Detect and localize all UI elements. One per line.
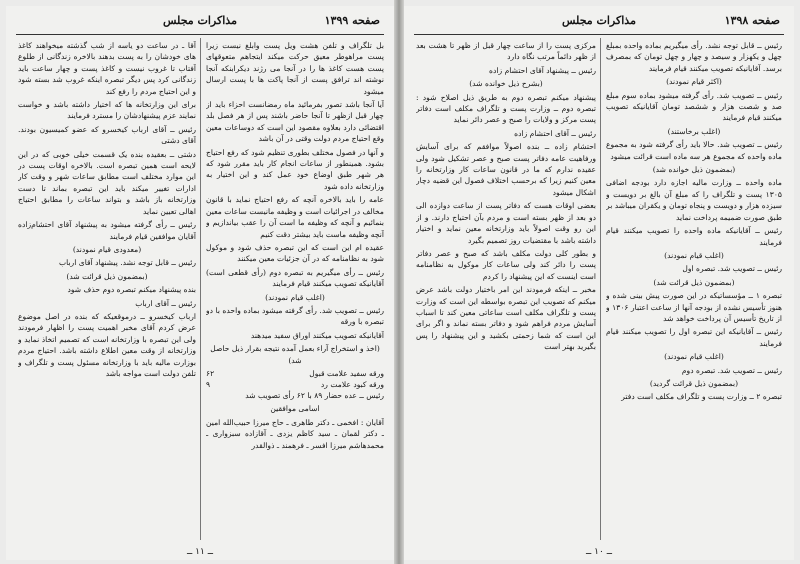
- speech: رئیس ــ رأی میگیریم به تبصره دوم (رأی قطعی است) آقایانیکه تصویب میکنند قیام فرمایند: [206, 267, 384, 289]
- vote-tally: [206, 368, 384, 390]
- tally-value: ۶۲: [206, 368, 215, 378]
- speech: رئیس ــ پیشنهاد آقای احتشام زاده: [489, 65, 596, 75]
- left-footer-number: ــ ۱۱ ــ: [187, 547, 213, 557]
- tally-label: ورقه سفید علامت قبول: [309, 368, 384, 378]
- paragraph: و بطور کلی دولت مکلف باشد که صبح و عصر دفاتر پست را دائر کند ولی ساعات کار موکول به نظامنامه است اینست که این پیشنهاد را کردم: [416, 248, 596, 281]
- right-page: [404, 6, 794, 560]
- stage-direction: (اغلب قیام نمودند): [664, 352, 724, 362]
- names-heading: اسامی موافقین: [270, 404, 320, 414]
- speech: رئیس ــ آقای احتشام زاده: [514, 128, 596, 138]
- left-page: [6, 6, 394, 560]
- proposal-text: پیشنهاد میکنم تبصره دوم به طریق ذیل اصلاح شود : تبصره دوم ــ وزارت پست و تلگراف مکلف است دفاتر پست مرکز و ولایات را صبح و عصر دائر نماید: [416, 92, 596, 125]
- stage-direction: (بمضمون ذیل قرائت گردید): [649, 378, 739, 388]
- note-text: تبصره ۱ ــ مؤسساتیکه در این صورت پیش بینی شده و هنوز تأسیس نشده از بودجه آنها از ساعت اعتبار ۱۳۰۶ و از تاریخ تأسیس آن پرداخت خواهد شد: [606, 291, 782, 323]
- stage-direction: (اکثر قیام نمودند): [666, 77, 722, 87]
- right-page-footer: [404, 547, 794, 557]
- paragraph: بعضی اوقات هست که دفاتر پست از ساعت دوازده الی دو بعد از ظهر بسته است و مردم بآن احتیاج دارند. و از این رو وقت اصولاً باید وزارتخانه معین نماید و اختیار داشته باشد با مقتضیات روز تصمیم بگیرد: [416, 201, 596, 245]
- speech: رئیس ــ آقایانیکه ماده واحده را تصویب میکنند قیام فرمایند: [606, 226, 782, 247]
- motion: بنده پیشنهاد میکنم تبصره دوم حذف شود: [67, 285, 196, 295]
- paragraph: و آنها در فصول مختلف بطوری تنظیم شود که رفع احتیاج بشود. همینطور از ساعات انجام کار باید مقرر شود که هر شهر طبق اوضاع خود عمل کند و این اختیار به وزارتخانه داده شود: [206, 147, 384, 191]
- speech: رئیس ــ قابل توجه نشد. رأی میگیریم بماده واحده بمبلغ چهل و یکهزار و سیصد و چهار و چهل تومان که بمصرف برسد. آقایانیکه تصویب میکنند قیام فرمایند: [606, 41, 782, 73]
- left-page-left-column: [18, 40, 196, 542]
- tally-row: [206, 379, 384, 390]
- stage-direction: (بمضمون ذیل قرائت شد): [653, 277, 735, 287]
- paragraph: مرکزی پست را از ساعت چهار قبل از ظهر تا هشت بعد از ظهر دائماً مرتب نگاه دارد: [416, 41, 596, 62]
- left-page-header: [16, 14, 384, 32]
- stage-direction: (اغلب قیام نمودند): [664, 250, 724, 260]
- speech: رئیس ــ آقای ارباب: [135, 298, 196, 308]
- stage-direction: (بمضمون ذیل قرائت شد): [66, 271, 148, 281]
- speech: دشتی ــ بعقیده بنده یک قسمت خیلی خوبی که در این لایحه است همین تبصره است. بالاخره اوقات پست در این موارد مختلف است مطابق ساعات شهر و وقت کار ادارات تغییر میکند باید این تبصره بماند تا دست وزارتخانه باز باشد و بتواند ساعات را مطابق احتیاج اهالی تعیین نماید: [18, 149, 196, 216]
- stage-direction: (بشرح ذیل خوانده شد): [469, 79, 543, 89]
- left-page-title: مذاکرات مجلس: [163, 14, 237, 27]
- names-list: آقایان : افخمی ـ دکتر طاهری ـ حاج میرزا حبیب‌الله امین ـ دکتر لقمان ـ سید کاظم یزدی ـ آقازاده سبزواری ـ محمدهاشم میرزا افسر ـ فرهمند ـ ذوالقدر: [206, 417, 384, 450]
- vote-result: رئیس ــ عده حضار ۸۹ با ۶۲ رأی تصویب شد: [245, 390, 384, 400]
- speech: رئیس ــ تصویب شد. رأی گرفته میشود بماده سوم مبلغ صد و شصت هزار و ششصد تومان آقایانیکه تصویب میکنند قیام فرمایند: [606, 90, 782, 123]
- speech: ارباب کیخسرو ــ درموقعیکه که بنده در اصل موضوع عرض کردم آقای مخبر اهمیت پست را اظهار فرمودند ولی این تبصره با وزارتخانه است که تصمیم اتخاذ نماید و وزارتخانه از وقت معین اطلاع داشته باشد. احتیاج مردم بوزارت مالیه باید با وزارتخانه مسئول پست و تلگراف و تلفن دولت است مواجه باشد: [18, 311, 196, 378]
- speech: رئیس ــ تصویب شد. حالا باید رأی گرفته شود به مجموع ماده واحده که مجموع هر سه ماده است قرائت میشود: [606, 140, 782, 161]
- note-text: تبصره ۲ ــ وزارت پست و تلگراف مکلف است دفتر: [621, 392, 782, 402]
- speech: رئیس ــ آقای ارباب کیخسرو که عضو کمیسیون بودند. آقای دشتی: [18, 124, 196, 146]
- right-header-rule: [414, 34, 784, 35]
- speech: رئیس ــ تصویب شد. رأی گرفته میشود بماده واحده با دو تبصره با ورقه: [206, 305, 384, 327]
- book-gutter: [394, 0, 404, 564]
- speech: مخبر ــ اینکه فرمودند این امر باختیار دولت باشد عرض میکنم که تصویب این تبصره بواسطه این است که وزارت پست و تلگراف مکلف است ساعاتی معین کند تا اسباب آسایش مردم فراهم شود و دفاتر بسته نماند و اگر برای این است که شما زحمتی بکشید و این پیشنهاد را پس بگیرید بهتر است: [416, 285, 596, 352]
- tally-value: ۹: [206, 379, 211, 389]
- speech: رئیس ــ قابل توجه نشد. پیشنهاد آقای ارباب: [58, 258, 196, 268]
- paragraph: برای این وزارتخانه ها که اختیار داشته باشد و خواست نمایند عزم پیشنهادشان را مسترد فرمایند: [18, 100, 196, 121]
- tally-label: ورقه کبود علامت رد: [320, 379, 384, 389]
- bill-text: ماده واحده ــ وزارت مالیه اجازه دارد بودجه اضافی ۱۳۰۵ پست و تلگراف را که مبلغ آن بالغ بر دویست و سیزده هزار و دویست و پنجاه تومان و یکقران میباشد بر طبق صورت ضمیمه پرداخت نماید: [606, 178, 782, 222]
- speech: رئیس ــ تصویب شد. تبصره دوم: [681, 365, 782, 375]
- left-page-footer: [6, 547, 394, 557]
- paragraph: احتشام زاده ــ بنده اصولاً موافقم که برای آسایش ورفاهیت عامه دفاتر پست صبح و عصر تشکیل شود ولی عقیده ندارم که ما در قانون ساعات کار وزارتخانه را معین کنیم زیرا که برحسب اختلاف فصول این قضیه دچار اشکال میشود: [416, 142, 596, 197]
- speech: رئیس ــ آقایانیکه این تبصره اول را تصویب میکنند قیام فرمایند: [606, 327, 782, 348]
- right-page-number: صفحه ۱۳۹۸: [724, 14, 780, 27]
- right-page-right-column: [606, 40, 782, 542]
- tally-row: [206, 368, 384, 379]
- right-page-header: [414, 14, 784, 32]
- paragraph: آیا آنجا باشد تصور بفرمائید ماه رمضانست احزاء باید از چهار قبل ازظهر تا آنجا حاضر باشند پس از هر فصل بلد اقتضائی دارد بعلاوه مقصود این است که دوساعات معین وقع احتیاج مردم دولت وقتی در آن باشد: [206, 100, 384, 144]
- stage-direction: (اخذ و استخراج آراء بعمل آمده نتیجه بقرار ذیل حاصل شد): [210, 344, 380, 365]
- right-page-title: مذاکرات مجلس: [562, 14, 636, 27]
- stage-direction: (معدودی قیام نمودند): [72, 244, 142, 254]
- paragraph: عامه را باید بالاخره آنچه که رفع احتیاج نماید با قانون مخالف در اجرائیات است و وظیفه مانیست ساعات معین بنمائیم و آنچه که وظیفه ما است آن را عقب بیاندازیم و آنچه وظیفه ماست باید بیشتر دقت کنیم: [206, 195, 384, 239]
- speech: رئیس ــ رأی گرفته میشود به پیشنهاد آقای احتشام‌زاده آقایان موافقین قیام فرمایند: [18, 220, 196, 241]
- paragraph: بل تلگراف و تلفن هشت ویل پست وابلغ نیست زیرا پست مراهوطر معیق حرکت میکند ایتجاهم متعوقهای پست هست کاغذ ها را در آنجا می رژند دیکرابنکه آنجا نوشته اند ترافق پست از آنجا پاکت ها با پست ارسال میشود: [206, 41, 384, 96]
- left-header-rule: [16, 34, 384, 35]
- left-column-divider: [200, 38, 201, 540]
- paragraph: عقیده ام این است که این تبصره حذف شود و موکول شود به نظامنامه که در آن جزئیات معین میکنند: [206, 242, 384, 264]
- right-column-divider: [600, 38, 601, 540]
- stage-direction: (بمضمون ذیل خوانده شد): [652, 165, 736, 175]
- right-page-left-column: [416, 40, 596, 542]
- left-page-number: صفحه ۱۳۹۹: [324, 14, 380, 27]
- speech: رئیس ــ تصویب شد. تبصره اول: [682, 264, 782, 274]
- paragraph: آقا ـ در ساعت دو یاسه از شب گذشته میخواهند کاغذ های خودشان را به پست بدهند بالاخره زندگانی از طلوع آفتاب تا غروب نیست و کاغذ پست و چهار ساعت باید زندگانی کرد پس دیگر تبصره اینکه غروب شد بسته شود و این احتیاج مردم را رفع کند: [18, 41, 196, 96]
- speech: آقایانیکه تصویب میکنند اوراق سفید میدهند: [250, 330, 384, 340]
- stage-direction: (اغلب برخاستند): [667, 126, 721, 136]
- right-footer-number: ــ ۱۰ ــ: [586, 547, 612, 557]
- left-page-right-column: [206, 40, 384, 542]
- stage-direction: (اغلب قیام نمودند): [265, 292, 325, 302]
